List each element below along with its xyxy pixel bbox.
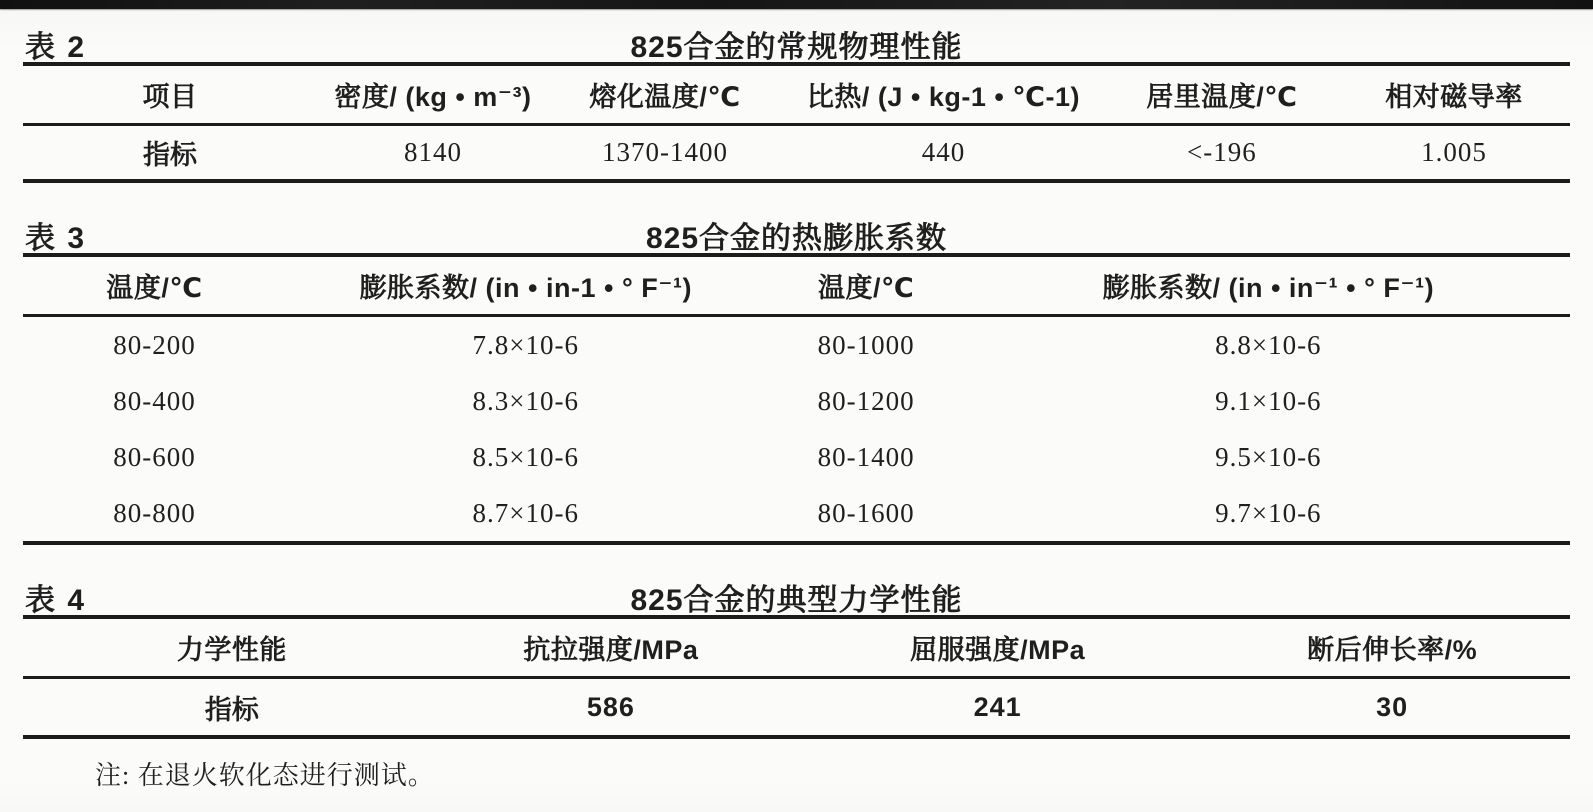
table-row xyxy=(23,429,1570,485)
column-header: 温度/℃ xyxy=(23,255,286,316)
table4-header-row xyxy=(23,617,1570,678)
table-row xyxy=(23,125,1570,182)
table4-label: 表 4 xyxy=(25,584,87,617)
row-label-cell: 指标 xyxy=(204,694,259,725)
value-cell: 80-1000 xyxy=(817,329,915,360)
column-header: 居里温度/℃ xyxy=(1106,64,1338,125)
value-cell: 80-200 xyxy=(113,329,196,360)
column-header: 膨胀系数/ (in • in-1 • ° F⁻¹) xyxy=(286,255,766,316)
value-cell: 8140 xyxy=(403,137,462,167)
column-header: 比热/ (J • kg-1 • ℃-1) xyxy=(781,64,1106,125)
value-cell: 8.3×10-6 xyxy=(472,385,579,416)
value-cell: 8.5×10-6 xyxy=(472,441,579,472)
column-header: 抗拉强度/MPa xyxy=(441,617,781,678)
table2-title: 825合金的常规物理性能 xyxy=(630,31,963,64)
table3-title: 825合金的热膨胀系数 xyxy=(645,222,948,255)
value-cell: 241 xyxy=(973,691,1022,722)
column-header: 密度/ (kg • m⁻³) xyxy=(317,64,549,125)
table2-label: 表 2 xyxy=(25,31,87,64)
value-cell: 80-600 xyxy=(113,441,196,472)
table-row xyxy=(23,373,1570,429)
value-cell: 80-400 xyxy=(113,385,196,416)
table-row xyxy=(23,678,1570,738)
value-cell: 1370-1400 xyxy=(601,137,728,167)
column-header: 温度/℃ xyxy=(766,255,967,316)
value-cell: 1.005 xyxy=(1421,137,1487,167)
table4-title: 825合金的典型力学性能 xyxy=(630,584,963,617)
column-header: 项目 xyxy=(23,64,317,125)
table3-header-row xyxy=(23,255,1570,316)
table-thermal-expansion xyxy=(23,253,1570,545)
value-cell: 8.8×10-6 xyxy=(1215,329,1322,360)
value-cell: 9.1×10-6 xyxy=(1215,385,1322,416)
table3-label: 表 3 xyxy=(25,222,87,255)
scan-artifact-top-bar xyxy=(0,0,1593,9)
table2-header-row xyxy=(23,64,1570,125)
value-cell: 80-1600 xyxy=(817,497,915,528)
value-cell: 8.7×10-6 xyxy=(472,497,579,528)
value-cell: 586 xyxy=(586,691,635,722)
column-header: 熔化温度/℃ xyxy=(549,64,781,125)
table3-caption xyxy=(23,213,1570,253)
value-cell: 9.7×10-6 xyxy=(1215,497,1322,528)
column-header: 膨胀系数/ (in • in⁻¹ • ° F⁻¹) xyxy=(967,255,1570,316)
table-row xyxy=(23,485,1570,543)
table-row xyxy=(23,316,1570,374)
table4-caption xyxy=(23,575,1570,615)
value-cell: 7.8×10-6 xyxy=(472,329,579,360)
value-cell: <-196 xyxy=(1187,137,1257,167)
value-cell: 80-1200 xyxy=(817,385,915,416)
column-header: 屈服强度/MPa xyxy=(781,617,1214,678)
value-cell: 440 xyxy=(921,137,966,167)
table4-footnote: 注: 在退火软化态进行测试。 xyxy=(95,761,435,790)
column-header: 相对磁导率 xyxy=(1338,64,1570,125)
value-cell: 30 xyxy=(1376,691,1409,722)
table-physical-properties xyxy=(23,62,1570,183)
table-mechanical-properties xyxy=(23,615,1570,739)
column-header: 力学性能 xyxy=(23,617,441,678)
row-label-cell: 指标 xyxy=(142,140,197,170)
value-cell: 80-800 xyxy=(113,497,196,528)
value-cell: 80-1400 xyxy=(817,441,915,472)
value-cell: 9.5×10-6 xyxy=(1215,441,1322,472)
column-header: 断后伸长率/% xyxy=(1214,617,1570,678)
table2-caption xyxy=(23,22,1570,62)
